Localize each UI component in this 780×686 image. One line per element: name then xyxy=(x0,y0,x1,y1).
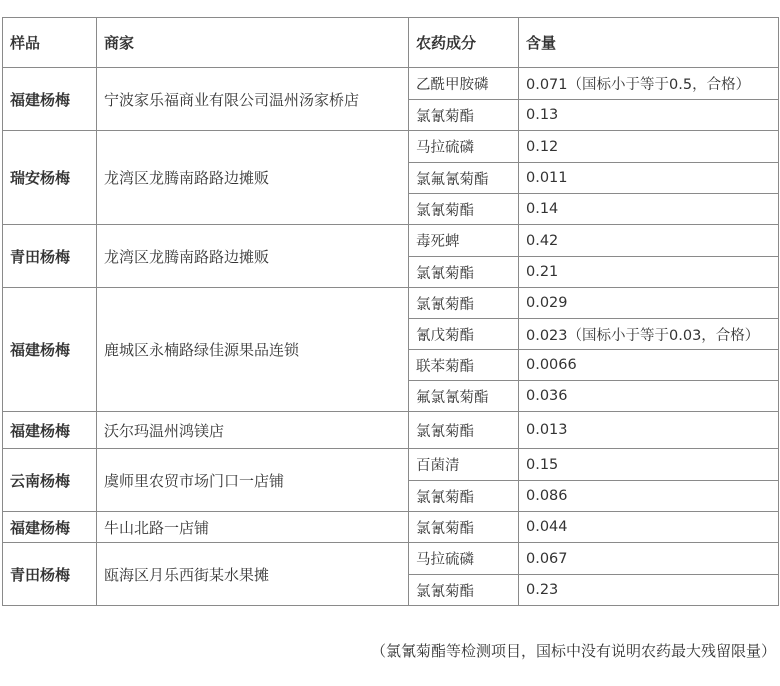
merchant-cell: 瓯海区月乐西街某水果摊 xyxy=(97,543,409,606)
pesticide-cell: 氯氰菊酯 xyxy=(409,512,519,543)
sample-cell: 福建杨梅 xyxy=(3,512,97,543)
pesticide-cell: 氰戊菊酯 xyxy=(409,319,519,350)
pesticide-cell: 马拉硫磷 xyxy=(409,543,519,575)
table-row xyxy=(3,131,779,163)
pesticide-cell: 马拉硫磷 xyxy=(409,131,519,163)
amount-cell: 0.023（国标小于等于0.03，合格） xyxy=(519,319,779,350)
amount-cell: 0.013 xyxy=(519,412,779,449)
amount-cell: 0.15 xyxy=(519,449,779,481)
merchant-cell: 龙湾区龙腾南路路边摊贩 xyxy=(97,131,409,225)
pesticide-cell: 氯氰菊酯 xyxy=(409,194,519,225)
table-row xyxy=(3,68,779,100)
merchant-cell: 龙湾区龙腾南路路边摊贩 xyxy=(97,225,409,288)
amount-cell: 0.071（国标小于等于0.5，合格） xyxy=(519,68,779,100)
pesticide-residue-table xyxy=(2,17,779,606)
amount-cell: 0.011 xyxy=(519,163,779,194)
sample-cell: 青田杨梅 xyxy=(3,543,97,606)
sample-cell: 瑞安杨梅 xyxy=(3,131,97,225)
header-amount: 含量 xyxy=(519,18,779,68)
sample-cell: 云南杨梅 xyxy=(3,449,97,512)
header-sample: 样品 xyxy=(3,18,97,68)
sample-cell: 福建杨梅 xyxy=(3,68,97,131)
table-row xyxy=(3,288,779,319)
amount-cell: 0.23 xyxy=(519,575,779,606)
header-pesticide: 农药成分 xyxy=(409,18,519,68)
pesticide-cell: 毒死蜱 xyxy=(409,225,519,257)
amount-cell: 0.14 xyxy=(519,194,779,225)
amount-cell: 0.12 xyxy=(519,131,779,163)
pesticide-cell: 氯氰菊酯 xyxy=(409,575,519,606)
pesticide-cell: 氯氰菊酯 xyxy=(409,412,519,449)
amount-cell: 0.086 xyxy=(519,481,779,512)
pesticide-cell: 乙酰甲胺磷 xyxy=(409,68,519,100)
pesticide-cell: 氯氰菊酯 xyxy=(409,481,519,512)
pesticide-cell: 氯氟氰菊酯 xyxy=(409,163,519,194)
header-merchant: 商家 xyxy=(97,18,409,68)
amount-cell: 0.029 xyxy=(519,288,779,319)
sample-cell: 福建杨梅 xyxy=(3,412,97,449)
pesticide-cell: 百菌清 xyxy=(409,449,519,481)
amount-cell: 0.044 xyxy=(519,512,779,543)
pesticide-cell: 联苯菊酯 xyxy=(409,350,519,381)
amount-cell: 0.21 xyxy=(519,257,779,288)
merchant-cell: 虞师里农贸市场门口一店铺 xyxy=(97,449,409,512)
pesticide-cell: 氯氰菊酯 xyxy=(409,257,519,288)
merchant-cell: 鹿城区永楠路绿佳源果品连锁 xyxy=(97,288,409,412)
table-row xyxy=(3,225,779,257)
footnote: （氯氰菊酯等检测项目，国标中没有说明农药最大残留限量） xyxy=(370,642,776,660)
table-row xyxy=(3,449,779,481)
header-row xyxy=(3,18,779,68)
amount-cell: 0.13 xyxy=(519,100,779,131)
table-row xyxy=(3,512,779,543)
pesticide-cell: 氟氯氰菊酯 xyxy=(409,381,519,412)
amount-cell: 0.067 xyxy=(519,543,779,575)
merchant-cell: 宁波家乐福商业有限公司温州汤家桥店 xyxy=(97,68,409,131)
amount-cell: 0.036 xyxy=(519,381,779,412)
sample-cell: 福建杨梅 xyxy=(3,288,97,412)
table-row xyxy=(3,412,779,449)
pesticide-cell: 氯氰菊酯 xyxy=(409,288,519,319)
table-row xyxy=(3,543,779,575)
amount-cell: 0.42 xyxy=(519,225,779,257)
merchant-cell: 沃尔玛温州鸿镁店 xyxy=(97,412,409,449)
table-body xyxy=(3,68,779,606)
sample-cell: 青田杨梅 xyxy=(3,225,97,288)
amount-cell: 0.0066 xyxy=(519,350,779,381)
pesticide-cell: 氯氰菊酯 xyxy=(409,100,519,131)
merchant-cell: 牛山北路一店铺 xyxy=(97,512,409,543)
